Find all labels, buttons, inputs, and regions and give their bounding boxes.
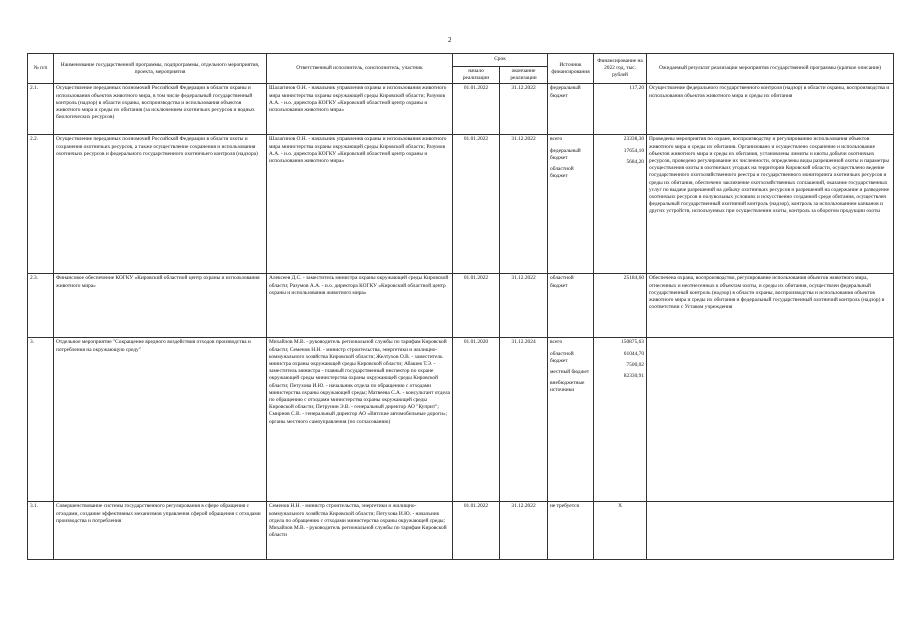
row-executor: Алексеев Д.С. - заместитель министра охраны окружающей среды Кировской области; Разумов А.А. - и.о. директора КОГКУ «Кировский областной центр охраны и использования животного мира» — [267, 274, 453, 338]
table-row — [28, 502, 894, 560]
row-end: 31.12.2022 — [500, 274, 548, 338]
row-name: Отдельное мероприятие "Сокращение вредного воздействия отходов производства и потребления на окружающую среду" — [54, 338, 267, 502]
row-funding — [594, 84, 647, 135]
source-label: областной бюджет — [550, 166, 574, 180]
row-end: 31.12.2022 — [500, 502, 548, 560]
row-num: 2.2. — [28, 135, 54, 274]
row-start: 01.01.2022 — [453, 135, 500, 274]
table-row — [28, 135, 894, 274]
source-label: не требуется — [550, 503, 579, 510]
row-executor: Михайлов М.В. - руководитель региональной службы по тарифам Кировской области; Семенов Н.Н. - министр строительства, энергетики и жилищно-коммунального хозяйства Кировской области; Желтухов О.В. - заместитель министра охраны окружающей среды Кировской области; Абашев Т.Э. - заместитель министра - главный государственный инспектор по охране окружающей среды министерства охраны окружающей среды Кировской области; Петухова И.Ю. - начальник отдела по обращению с отходами министерства охраны окружающей среды; Матвеева С.А. - консультант отдела по обращению с отходами министерства охраны окружающей среды Кировской области; Петрунин Э.В. - генеральный директор АО "Куприт"; Смирнов С.В. - генеральный директор АО «Вятские автомобильные дороги»; органы местного самоуправления (по согласованию) — [267, 338, 453, 502]
funding-value: 7500,02 — [626, 361, 645, 368]
source-label: всего — [550, 339, 563, 346]
row-funding — [594, 135, 647, 274]
row-result: Обеспечена охрана, воспроизводство, регулирование использования объектов животного мира, отнесенных и неотнесенных к объектам охоты, и среды их обитания, осуществлен федеральный государственный контроль (надзор) в области охраны, воспроизводства и использования объектов животного мира и среды их обитания и федеральный государственный охотничий контроль (надзор) в соответствии с Уставом учреждения — [647, 274, 894, 338]
funding-value: 61044,70 — [623, 350, 645, 357]
source-label: всего — [550, 136, 563, 143]
header-name: Наименование государственной программы, подпрограммы, отдельного мероприятия, проекта, мероприятия — [54, 54, 267, 84]
source-label: областной бюджет — [550, 275, 574, 289]
row-executor: Шалагинов О.Н. - начальник управления охраны и использования животного мира министерства охраны окружающей среды Кировской области; Разумов А.А. - и.о. директора КОГКУ «Кировский областной центр охраны и использования животного мира» — [267, 135, 453, 274]
funding-value: 25184,60 — [623, 275, 645, 282]
funding-value: 17654,10 — [623, 147, 645, 154]
row-result: Осуществление федерального государственного контроля (надзор) в области охраны, воспроизводства и использования объектов животного мира и среды их обитания — [647, 84, 894, 135]
source-label: внебюджетные источники — [550, 380, 585, 394]
table-row — [28, 274, 894, 338]
table-row — [28, 84, 894, 135]
row-source — [548, 274, 594, 338]
funding-value: 5684,20 — [626, 158, 645, 165]
header-term-end: окончание реализации — [500, 67, 548, 84]
row-num: 2.3. — [28, 274, 54, 338]
row-end: 31.12.2022 — [500, 135, 548, 274]
source-label: федеральный бюджет — [550, 147, 581, 161]
program-table — [27, 53, 894, 560]
row-source — [548, 502, 594, 560]
row-start: 01.01.2020 — [453, 338, 500, 502]
funding-value: Х — [618, 503, 622, 510]
funding-value: 23338,30 — [623, 136, 645, 143]
source-label: федеральный бюджет — [550, 85, 581, 99]
row-result — [647, 338, 894, 502]
header-num: № п/п — [28, 54, 54, 84]
row-result: Проведены мероприятия по охране, воспроизводству и регулированию использования объектов животного мира и среды их обитания. Организовано и осуществлено сохранение и использование объектов животного мира и среды их обитания, установлены лимиты и квоты добычи охотничьих ресурсов, проведено регулирование их численности, определены виды разрешенной охоты и параметры осуществления охоты в охотничьих угодьях на территории Кировской области, осуществлено ведение государственного охотхозяйственного реестра и государственного мониторинга охотничьих ресурсов и среды их обитания, обеспечено заключение охотхозяйственных соглашений, оказание государственных услуг по выдаче разрешений на добычу охотничьих ресурсов и разрешений на содержание и разведение охотничьих ресурсов в полувольных условиях и искусственно созданной среде обитания, осуществлен федеральный государственный охотничий контроль (надзор), контроль за использованием капканов и других устройств, используемых при осуществлении охоты, контроль за оборотом продукции охоты — [647, 135, 894, 274]
row-end: 31.12.2024 — [500, 338, 548, 502]
row-name: Финансовое обеспечение КОГКУ «Кировский областной центр охраны и использования животного мира» — [54, 274, 267, 338]
row-result — [647, 502, 894, 560]
row-executor: Семенов Н.Н. - министр строительства, энергетики и жилищно-коммунального хозяйства Кировской области; Петухова И.Ю. - начальник отдела по обращению с отходами министерства охраны окружающей среды; Михайлов М.В. - руководитель региональной службы по тарифам Кировской области — [267, 502, 453, 560]
row-executor: Шалагинов О.Н. - начальник управления охраны и использования животного мира министерства охраны окружающей среды Кировской области; Разумов А.А. - и.о. директора КОГКУ «Кировский областной центр охраны и использования животного мира» — [267, 84, 453, 135]
header-executor: Ответственный исполнитель, соисполнитель, участник — [267, 54, 453, 84]
row-funding — [594, 502, 647, 560]
row-name: Осуществление переданных полномочий Российской Федерации в области охраны и использования объектов животного мира, в том числе федеральный государственный контроль (надзор) в области охраны, воспроизводства и использования объектов животного мира и среды их обитания (за исключением охотничьих ресурсов и водных биологических ресурсов) — [54, 84, 267, 135]
row-start: 01.01.2022 — [453, 84, 500, 135]
header-funding: Финансирование на 2022 год, тыс. рублей — [594, 54, 647, 84]
source-label: областной бюджет — [550, 350, 574, 364]
row-end: 31.12.2022 — [500, 84, 548, 135]
row-start: 01.01.2022 — [453, 502, 500, 560]
row-name: Совершенствование системы государственного регулирования в сфере обращения с отходами, создание эффективных механизмов управления сферой обращения с отходами производства и потребления — [54, 502, 267, 560]
funding-value: 82330,91 — [623, 373, 645, 380]
row-source — [548, 338, 594, 502]
funding-value: 117,20 — [629, 85, 645, 92]
row-num: 2.1. — [28, 84, 54, 135]
row-num: 3. — [28, 338, 54, 502]
header-term: Срок — [453, 54, 548, 67]
header-source: Источник финансирования — [548, 54, 594, 84]
table-row — [28, 338, 894, 502]
funding-value: 150875,63 — [621, 339, 645, 346]
row-name: Осуществление переданных полномочий Российской Федерации в области охоты и сохранения охотничьих ресурсов, а также осуществление сохранения и использования охотничьих ресурсов и федерального государственного охотничьего контроля (надзора) — [54, 135, 267, 274]
header-term-start: начало реализации — [453, 67, 500, 84]
row-funding — [594, 338, 647, 502]
row-funding — [594, 274, 647, 338]
row-source — [548, 84, 594, 135]
header-result: Ожидаемый результат реализации мероприятия государственной программы (краткое описание) — [647, 54, 894, 84]
source-label: местный бюджет — [550, 369, 590, 376]
row-source — [548, 135, 594, 274]
page-number: 2 — [448, 36, 452, 44]
row-num: 3.1. — [28, 502, 54, 560]
row-start: 01.01.2022 — [453, 274, 500, 338]
